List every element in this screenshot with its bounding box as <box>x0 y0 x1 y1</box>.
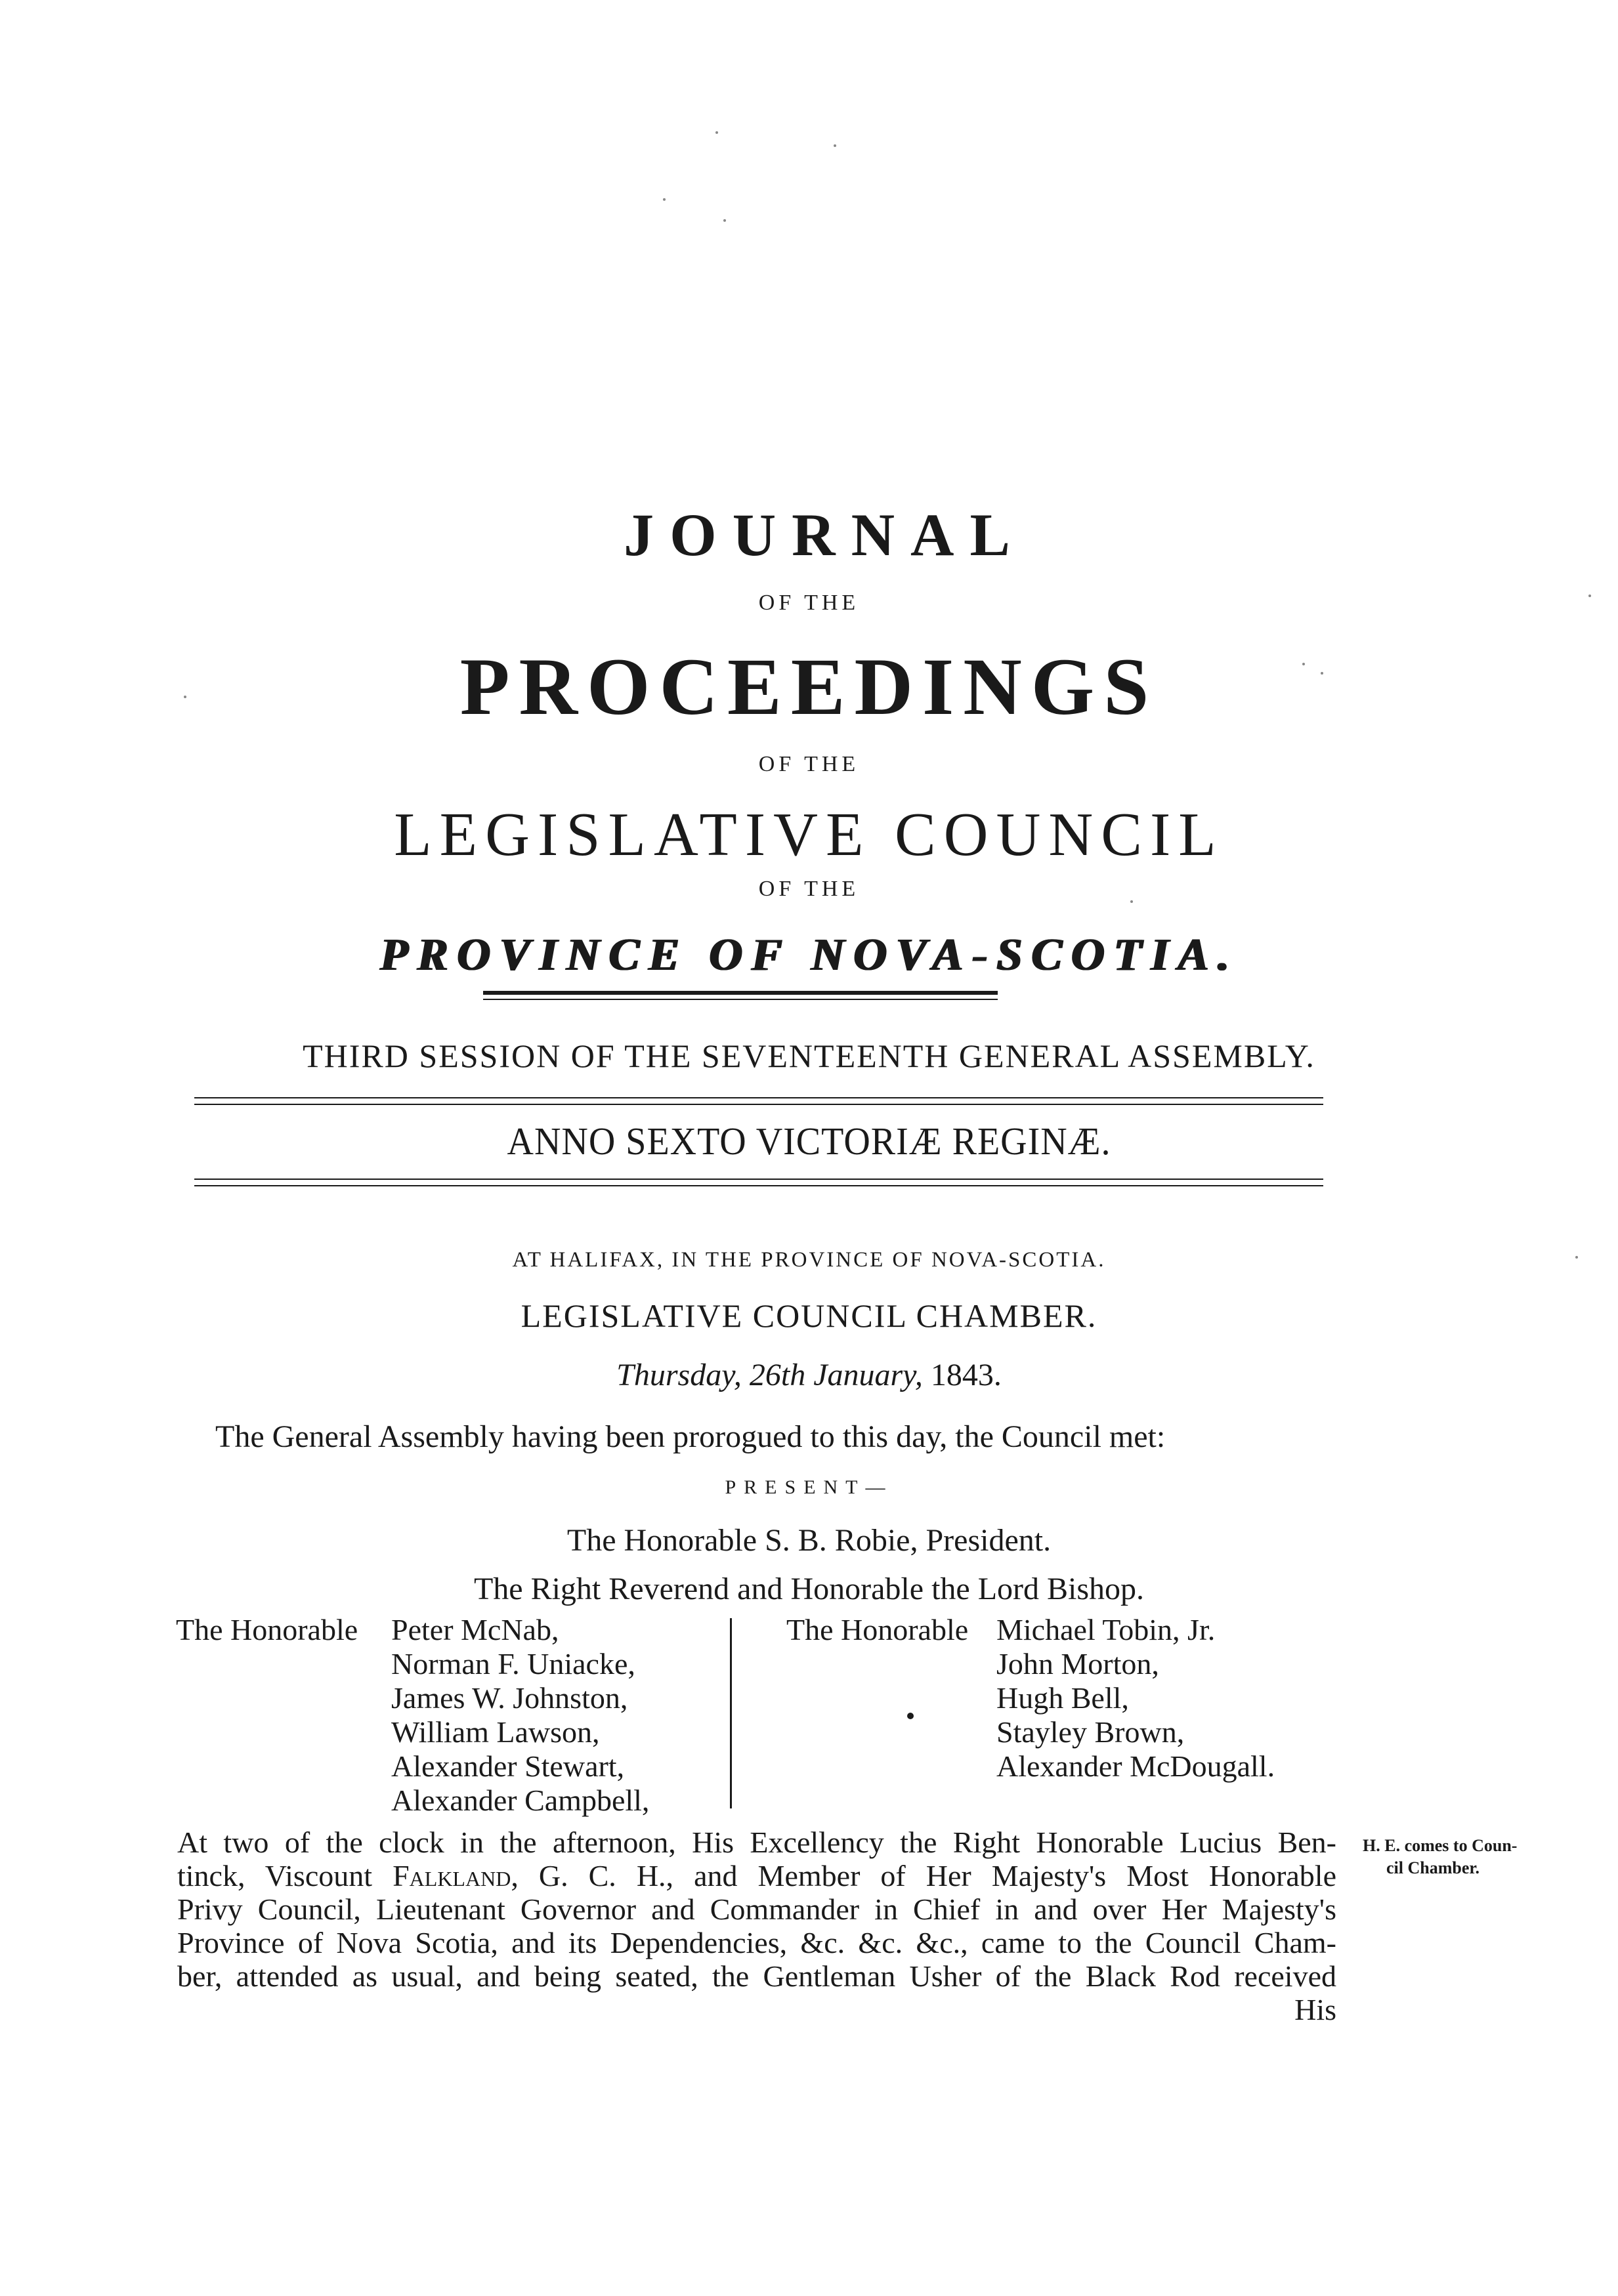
bishop-line: The Right Reverend and Honorable the Lord Bishop. <box>473 1572 1145 1606</box>
anno-rule-top-2 <box>194 1104 1323 1105</box>
paragraph-smallcaps: Falkland <box>393 1859 511 1892</box>
present-label: PRESENT— <box>725 1476 893 1498</box>
members-divider <box>730 1618 732 1808</box>
date-day: Thursday, <box>616 1358 742 1392</box>
paragraph-line <box>177 1859 1336 1892</box>
paragraph-line: Province of Nova Scotia, and its Dependencies, &c. &c. &c., came to the Council Cham- <box>177 1926 1336 1959</box>
title-legislative-council: LEGISLATIVE COUNCIL <box>394 801 1224 869</box>
president-line: The Honorable S. B. Robie, President. <box>566 1523 1052 1558</box>
member-name: William Lawson, <box>391 1715 600 1749</box>
anno-rule-bottom-1 <box>194 1179 1323 1180</box>
margin-note-line: cil Chamber. <box>1386 1858 1480 1877</box>
date-line <box>0 1357 1618 1393</box>
paragraph-line: ber, attended as usual, and being seated, the Gentleman Usher of the Black Rod received <box>177 1959 1336 1993</box>
title-journal: JOURNAL <box>624 501 1026 568</box>
paragraph-text: tinck, Viscount <box>177 1859 393 1892</box>
member-name: James W. Johnston, <box>391 1681 628 1715</box>
date-main: 26th January, <box>749 1358 923 1392</box>
anno-rule-bottom-2 <box>194 1185 1323 1186</box>
title-province: PROVINCE OF NOVA-SCOTIA. <box>379 930 1239 980</box>
member-name: Peter McNab, <box>391 1613 559 1646</box>
member-name: Norman F. Uniacke, <box>391 1647 635 1680</box>
place-line: AT HALIFAX, IN THE PROVINCE OF NOVA-SCOTIA. <box>512 1248 1106 1272</box>
title-rule-thin <box>483 999 998 1000</box>
title-proceedings: PROCEEDINGS <box>459 642 1159 732</box>
paragraph-line: Privy Council, Lieutenant Governor and Commander in Chief in and over Her Majesty's <box>177 1892 1336 1926</box>
date-year: 1843. <box>930 1358 1002 1392</box>
session-heading: THIRD SESSION OF THE SEVENTEENTH GENERAL ASSEMBLY. <box>303 1037 1315 1074</box>
body-paragraph <box>177 1826 1336 2026</box>
member-name: Hugh Bell, <box>996 1681 1129 1715</box>
member-name: Alexander McDougall. <box>996 1749 1275 1783</box>
margin-note <box>1363 1835 1560 1879</box>
paragraph-text: , G. C. H., and Member of Her Majesty's Most Honorable <box>511 1859 1336 1892</box>
paragraph-line: At two of the clock in the afternoon, His Excellency the Right Honorable Lucius Ben- <box>177 1826 1336 1859</box>
of-the-1: OF THE <box>758 591 860 615</box>
member-name: Alexander Campbell, <box>391 1784 650 1817</box>
members-right-label: The Honorable <box>786 1613 969 1646</box>
member-name: John Morton, <box>996 1647 1159 1680</box>
anno-rule-top-1 <box>194 1097 1323 1098</box>
member-name: Alexander Stewart, <box>391 1749 625 1783</box>
anno-heading: ANNO SEXTO VICTORIÆ REGINÆ. <box>507 1120 1111 1163</box>
member-name: Michael Tobin, Jr. <box>996 1613 1216 1646</box>
title-rule-thick <box>483 991 998 995</box>
of-the-2: OF THE <box>758 752 860 776</box>
opening-sentence: The General Assembly having been prorogued to this day, the Council met: <box>215 1419 1166 1454</box>
members-left-label: The Honorable <box>176 1613 358 1646</box>
of-the-3: OF THE <box>758 877 860 901</box>
bullet-mark <box>907 1713 914 1719</box>
chamber-line: LEGISLATIVE COUNCIL CHAMBER. <box>521 1297 1097 1334</box>
catchword: His <box>1294 1993 1336 2026</box>
margin-note-line: H. E. comes to Coun- <box>1363 1836 1518 1855</box>
member-name: Stayley Brown, <box>996 1715 1185 1749</box>
